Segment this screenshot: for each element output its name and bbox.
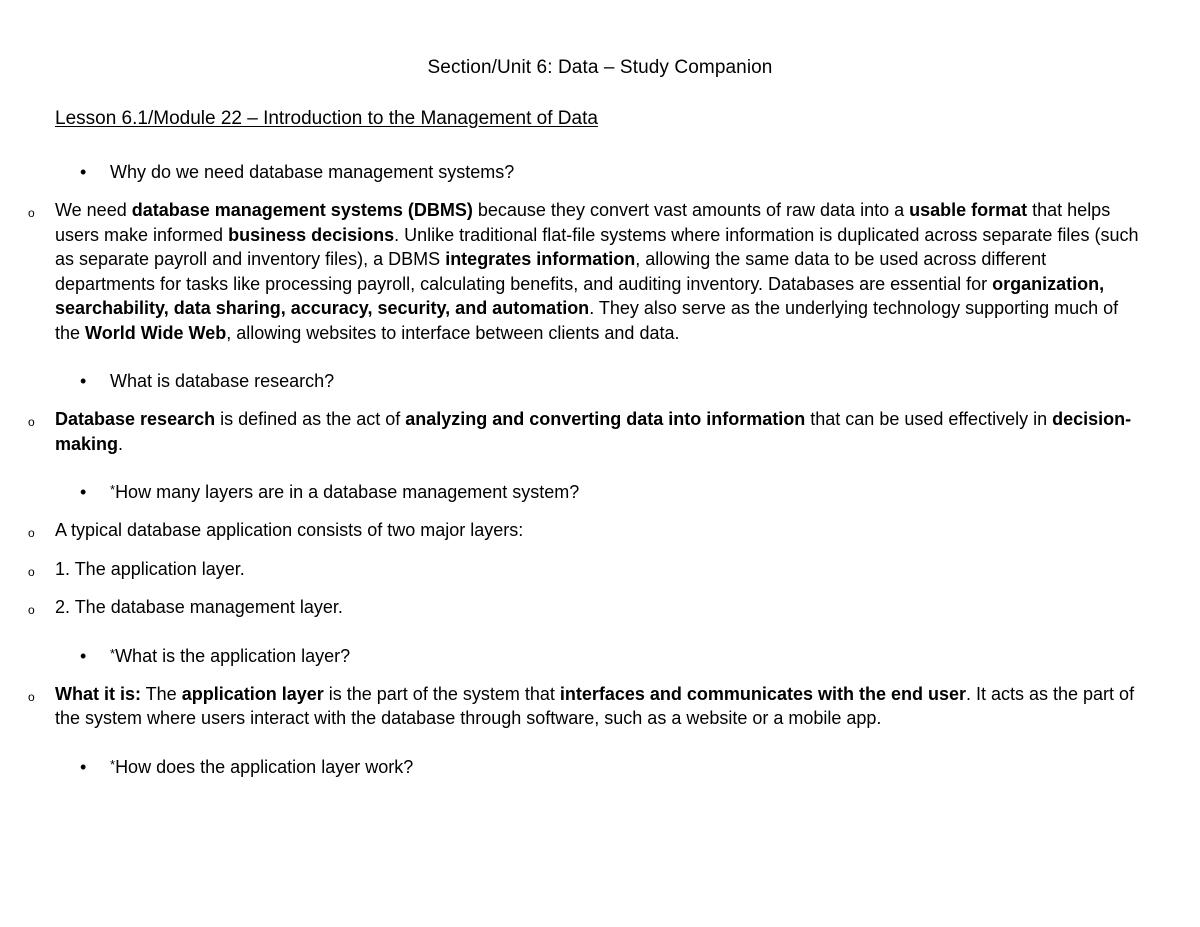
outline-answer-item	[0, 407, 1200, 456]
outline-answer-group	[0, 518, 1200, 620]
page-title-text: Section/Unit 6: Data – Study Companion	[427, 57, 773, 78]
bullet-dot-icon: •	[80, 371, 87, 391]
answer-run: database management systems (DBMS)	[131, 200, 473, 220]
answer-run: is the part of the system that	[323, 683, 560, 704]
page-title	[0, 0, 1200, 80]
list-spacer	[0, 620, 1200, 644]
outline-answer-item	[0, 682, 1200, 731]
answer-run: 2. The database management layer.	[55, 597, 343, 617]
answer-run: What it is:	[55, 683, 141, 704]
answer-run: 1. The application layer.	[55, 558, 245, 579]
section-heading-text: Lesson 6.1/Module 22 – Introduction to the Management of Data	[55, 108, 598, 129]
list-spacer	[0, 731, 1200, 755]
outline-question-label	[110, 644, 1200, 668]
list-spacer	[0, 581, 1200, 595]
list-spacer	[0, 345, 1200, 369]
question-text: Why do we need database management systems?	[110, 162, 515, 182]
outline-question-item	[0, 755, 1200, 779]
answer-run: organization, searchability, data sharing, accuracy, security, and automation	[55, 273, 1105, 318]
list-spacer	[0, 543, 1200, 557]
outline-answer-text	[55, 559, 245, 579]
bullet-dot-icon: •	[80, 645, 87, 666]
outline-question-item	[0, 480, 1200, 504]
answer-run: . Unlike traditional flat-file systems where information is duplicated across separate files (such as separate payroll and inventory files), a DBMS	[55, 224, 1139, 269]
bullet-dot-icon: •	[80, 756, 87, 777]
outline-sublist	[0, 682, 1200, 731]
answer-run: because they convert vast amounts of raw data into a	[472, 200, 910, 220]
outline-question-label	[110, 755, 1200, 779]
outline-question-label	[110, 160, 1200, 184]
asterisk-marker: *	[110, 645, 116, 661]
answer-run: interfaces and communicates with the end user	[559, 683, 966, 704]
outline-answer-item	[0, 595, 1200, 620]
section-heading	[0, 80, 1200, 131]
question-text: What is the application layer?	[115, 645, 351, 666]
answer-run: A typical database application consists of two major layers:	[55, 520, 524, 540]
outline-answer-group	[0, 407, 1200, 456]
outline-question-label	[110, 480, 1200, 504]
asterisk-marker: *	[110, 756, 116, 772]
outline-answer-group	[0, 682, 1200, 731]
answer-run: Database research	[55, 409, 216, 429]
answer-run: .	[118, 433, 124, 454]
bullet-circle-icon: o	[28, 603, 35, 617]
outline-answer-group	[0, 198, 1200, 345]
outline-answer-item	[0, 198, 1200, 345]
answer-run: The	[141, 683, 182, 704]
bullet-circle-icon: o	[28, 689, 35, 704]
answer-run: usable format	[909, 200, 1028, 220]
list-spacer	[0, 668, 1200, 682]
question-text: What is database research?	[110, 371, 335, 391]
bullet-circle-icon: o	[28, 564, 35, 579]
bullet-circle-icon: o	[28, 415, 35, 429]
answer-run: is defined as the act of	[215, 409, 406, 429]
outline-sublist	[0, 518, 1200, 620]
bullet-circle-icon: o	[28, 206, 35, 220]
outline-answer-text	[55, 684, 1134, 729]
answer-run: . It acts as the part of the system where users interact with the database through software, such as a website or a mobile app.	[55, 683, 1135, 728]
outline-answer-text	[55, 597, 343, 617]
outline-sublist	[0, 407, 1200, 456]
list-spacer	[0, 184, 1200, 198]
bullet-dot-icon: •	[80, 482, 87, 502]
answer-run: . They also serve as the underlying technology supporting much of the	[55, 298, 1119, 343]
list-spacer	[0, 504, 1200, 518]
answer-run: analyzing and converting data into information	[405, 409, 806, 429]
outline-sublist	[0, 198, 1200, 345]
outline-question-item	[0, 369, 1200, 393]
answer-run: that can be used effectively in	[805, 409, 1053, 429]
question-text: How does the application layer work?	[115, 756, 414, 777]
answer-run: , allowing websites to interface between clients and data.	[226, 322, 680, 343]
answer-run: application layer	[181, 683, 324, 704]
outline-answer-text	[55, 409, 1131, 454]
outline-answer-item	[0, 557, 1200, 582]
outline-question-label	[110, 369, 1200, 393]
list-spacer	[0, 393, 1200, 407]
answer-run: business decisions	[228, 224, 395, 245]
answer-run: that helps users make informed	[55, 200, 1111, 245]
bullet-dot-icon: •	[80, 162, 87, 182]
outline-question-item	[0, 160, 1200, 184]
outline-question-item	[0, 644, 1200, 668]
outline-answer-text	[55, 200, 1138, 343]
asterisk-marker: *	[110, 482, 116, 497]
question-text: How many layers are in a database management system?	[115, 482, 580, 502]
answer-run: We need	[55, 200, 132, 220]
list-spacer	[0, 456, 1200, 480]
answer-run: integrates information	[445, 249, 636, 269]
bullet-circle-icon: o	[28, 526, 35, 540]
outline-answer-text	[55, 520, 523, 540]
outline-answer-item	[0, 518, 1200, 543]
answer-run: , allowing the same data to be used across different departments for tasks like processing payroll, calculating benefits, and auditing inventory. Databases are essential for	[55, 249, 1047, 294]
outline-list	[0, 160, 1200, 779]
answer-run: World Wide Web	[85, 322, 227, 343]
answer-run: decision-making	[55, 409, 1132, 454]
